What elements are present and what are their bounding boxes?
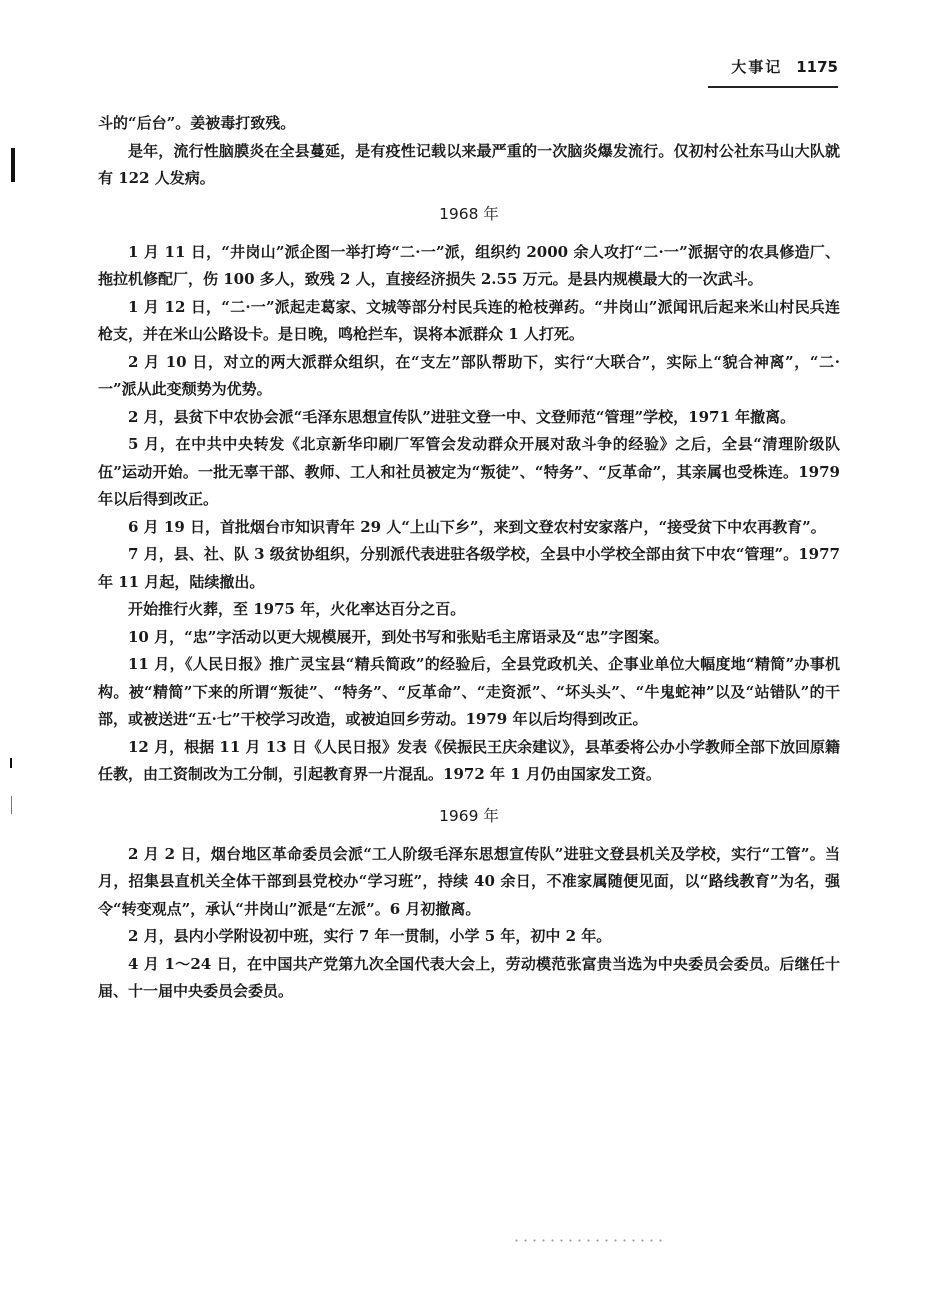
year-heading-1968: 1968 年 (439, 204, 499, 223)
entry-1969: 2 月，县内小学附设初中班，实行 7 年一贯制，小学 5 年，初中 2 年。 (128, 927, 612, 945)
year-heading-1969: 1969 年 (439, 806, 499, 825)
entry-1968: 开始推行火葬，至 1975 年，火化率达百分之百。 (128, 600, 466, 618)
paragraph-epidemic: 是年，流行性脑膜炎在全县蔓延，是有疫性记载以来最严重的一次脑炎爆发流行。仅初村公社东马山大队就有 122 人发病。 (98, 141, 840, 187)
margin-mark (10, 758, 12, 768)
entry-1968: 1 月 12 日，“二·一”派起走葛家、文城等部分村民兵连的枪枝弹药。“井岗山”派闻讯后起来米山村民兵连枪支，并在米山公路设卡。是日晚，鸣枪拦车，误将本派群众 1 人打死。 (98, 297, 840, 343)
entry-1968: 7 月，县、社、队 3 级贫协组织，分别派代表进驻各级学校，全县中小学校全部由贫下中农“管理”。1977 年 11 月起，陆续撤出。 (98, 545, 840, 591)
header-rule (708, 86, 838, 88)
entry-1968: 2 月 10 日，对立的两大派群众组织，在“支左”部队帮助下，实行“大联合”，实际上“貌合神离”，“二·一”派从此变颓势为优势。 (98, 352, 840, 398)
entry-1968: 10 月，“忠”字活动以更大规模展开，到处书写和张贴毛主席语录及“忠”字图案。 (128, 627, 669, 646)
entry-1968: 12 月，根据 11 月 13 日《人民日报》发表《侯振民王庆余建议》，县革委将公办小学教师全部下放回原籍任教，由工资制改为工分制，引起教育界一片混乱。1972 年 1 月仍由国家发工资。 (98, 737, 840, 783)
entry-1968: 1 月 11 日，“井岗山”派企图一举打垮“二·一”派，组织约 2000 余人攻打“二·一”派据守的农具修造厂、拖拉机修配厂，伤 100 多人，致残 2 人，直接经济损失 2.55 万元。是县内规模最大的一次武斗。 (98, 242, 840, 288)
paragraph-continuation: 斗的“后台”。姜被毒打致残。 (98, 114, 296, 132)
margin-mark (11, 796, 12, 814)
running-header (698, 56, 838, 78)
scan-noise (512, 1239, 662, 1242)
entry-1969: 4 月 1～24 日，在中国共产党第九次全国代表大会上，劳动模范张富贵当选为中央委员会委员。后继任十届、十一届中央委员会委员。 (98, 954, 840, 1000)
entry-1968: 6 月 19 日，首批烟台市知识青年 29 人“上山下乡”，来到文登农村安家落户，“接受贫下中农再教育”。 (128, 517, 826, 536)
entry-1968: 5 月，在中共中央转发《北京新华印刷厂军管会发动群众开展对敌斗争的经验》之后，全县“清理阶级队伍”运动开始。一批无辜干部、教师、工人和社员被定为“叛徒”、“特务”、“反革命”，其亲属也受株连。1979 年以后得到改正。 (98, 435, 840, 508)
entry-1969: 2 月 2 日，烟台地区革命委员会派“工人阶级毛泽东思想宣传队”进驻文登县机关及学校，实行“工管”。当月，招集县直机关全体干部到县党校办“学习班”，持续 40 余日，不准家属随便见面，以“路线教育”为名，强令“转变观点”，承认“井岗山”派是“左派”。6 月初撤离。 (98, 844, 840, 918)
entry-1968: 11 月，《人民日报》推广灵宝县“精兵简政”的经验后，全县党政机关、企事业单位大幅度地“精简”办事机构。被“精简”下来的所谓“叛徒”、“特务”、“反革命”、“走资派”、“坏头头”、“牛鬼蛇神”以及“站错队”的干部，或被送进“五·七”干校学习改造，或被迫回乡劳动。1979 年以后均得到改正。 (98, 655, 840, 728)
section-title: 大事记 (731, 58, 783, 76)
margin-mark (11, 148, 15, 182)
page-body (98, 110, 840, 1006)
entry-1968: 2 月，县贫下中农协会派“毛泽东思想宣传队”进驻文登一中、文登师范“管理”学校，1971 年撤离。 (128, 407, 796, 426)
page-number: 1175 (796, 58, 838, 76)
